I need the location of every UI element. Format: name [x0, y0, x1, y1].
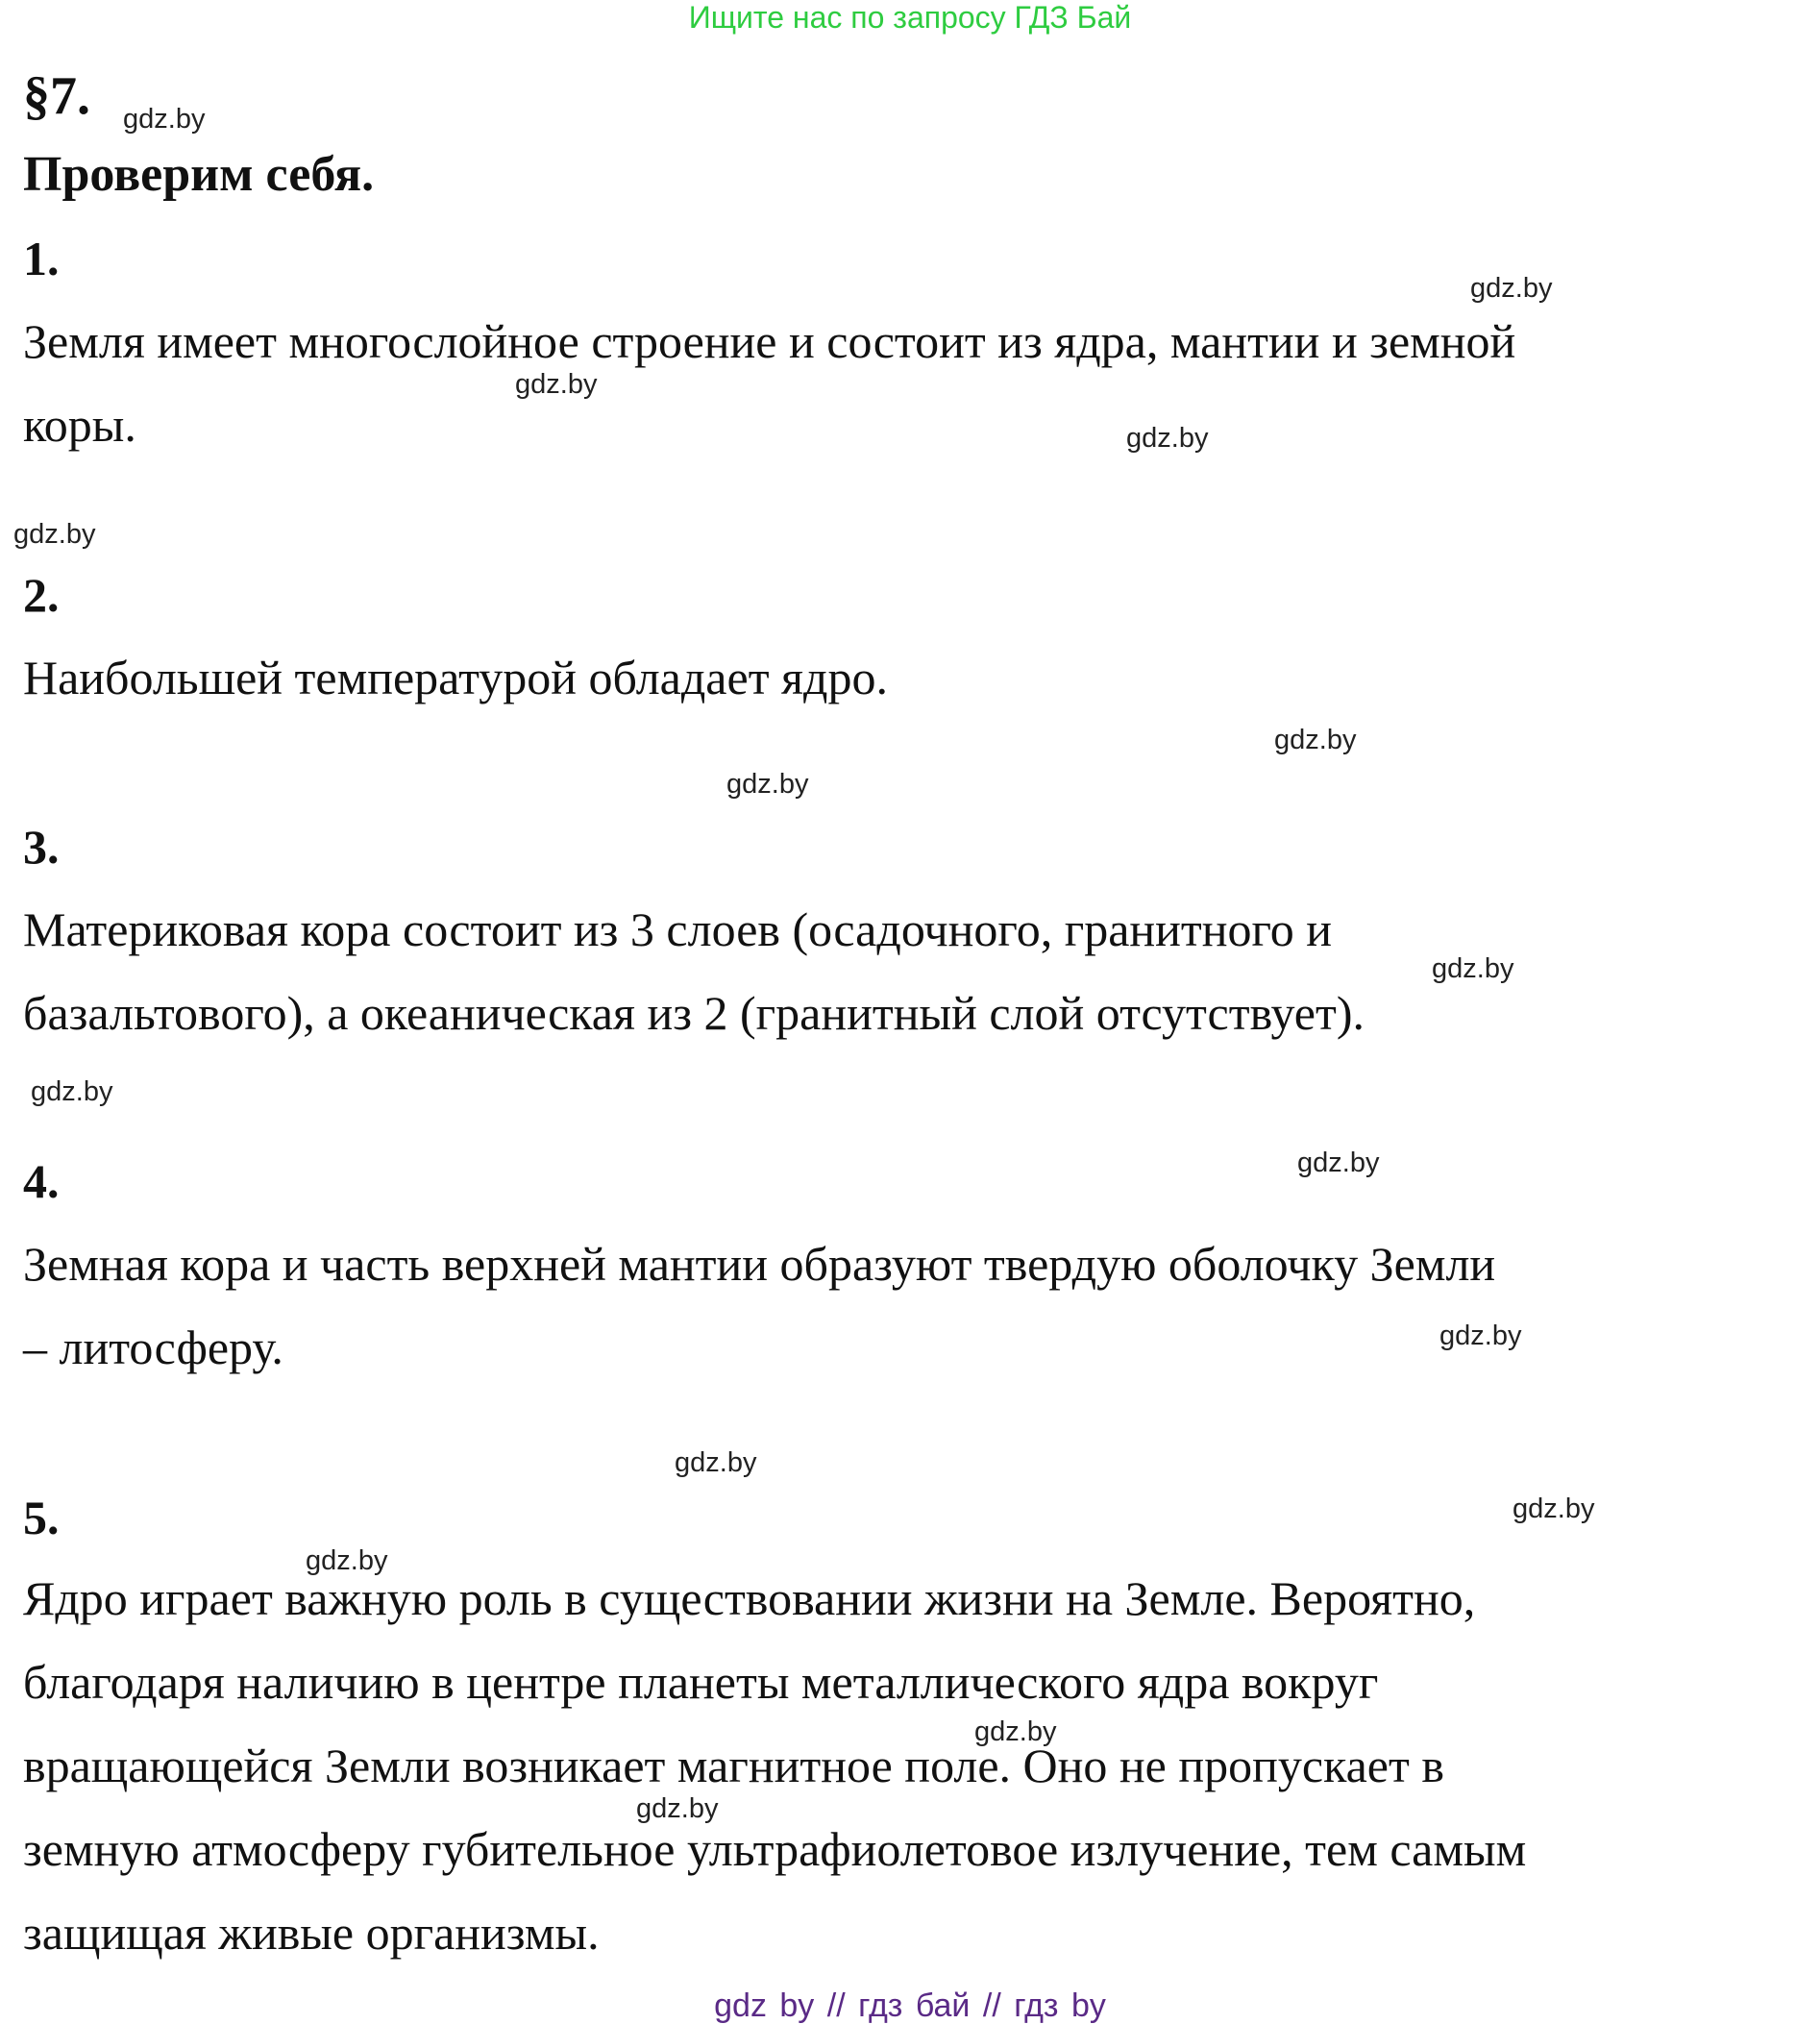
watermark: gdz.by: [726, 769, 809, 800]
answer-line: земную атмосферу губительное ультрафиолетовое излучение, тем самым: [23, 1822, 1527, 1876]
watermark: gdz.by: [31, 1076, 113, 1107]
footer-links: gdz by // гдз бай // гдз by: [714, 1987, 1106, 2024]
watermark: gdz.by: [1432, 953, 1514, 984]
answer-line: Ядро играет важную роль в существовании жизни на Земле. Вероятно,: [23, 1571, 1476, 1625]
answer-line: благодаря наличию в центре планеты металлического ядра вокруг: [23, 1655, 1379, 1709]
answer-line: Материковая кора состоит из 3 слоев (осадочного, гранитного и: [23, 902, 1333, 956]
answer-text: [23, 1557, 1526, 1975]
watermark: gdz.by: [675, 1447, 757, 1478]
answer-line: коры.: [23, 398, 136, 452]
answer-line: Наибольшей температурой обладает ядро.: [23, 651, 888, 704]
answer-text: [23, 888, 1365, 1055]
watermark: gdz.by: [1274, 725, 1357, 755]
watermark: gdz.by: [1513, 1493, 1595, 1524]
watermark: gdz.by: [1126, 423, 1209, 454]
section-number: §7.: [23, 66, 90, 126]
question-number: 1.: [23, 232, 60, 285]
watermark: gdz.by: [13, 519, 96, 550]
watermark: gdz.by: [123, 104, 206, 135]
watermark: gdz.by: [974, 1716, 1057, 1747]
watermark: gdz.by: [306, 1545, 388, 1576]
page-heading: Проверим себя.: [23, 147, 375, 202]
answer-text: [23, 636, 888, 720]
question-number: 2.: [23, 568, 60, 622]
answer-line: Земная кора и часть верхней мантии образуют твердую оболочку Земли: [23, 1237, 1496, 1291]
question-number: 3.: [23, 820, 60, 874]
answer-line: – литосферу.: [23, 1321, 283, 1374]
watermark: gdz.by: [1297, 1148, 1380, 1178]
top-banner: Ищите нас по запросу ГДЗ Бай: [688, 0, 1132, 35]
answer-line: вращающейся Земли возникает магнитное поле. Оно не пропускает в: [23, 1739, 1444, 1792]
question-number: 4.: [23, 1154, 60, 1208]
question-number: 5.: [23, 1491, 60, 1544]
watermark: gdz.by: [515, 369, 598, 400]
answer-text: [23, 300, 1515, 467]
answer-line: Земля имеет многослойное строение и состоит из ядра, мантии и земной: [23, 314, 1516, 368]
answer-text: [23, 1222, 1495, 1390]
watermark: gdz.by: [636, 1793, 719, 1824]
watermark: gdz.by: [1470, 273, 1553, 304]
watermark: gdz.by: [1439, 1321, 1522, 1351]
answer-line: базальтового), а океаническая из 2 (гранитный слой отсутствует).: [23, 986, 1365, 1040]
answer-line: защищая живые организмы.: [23, 1906, 600, 1960]
